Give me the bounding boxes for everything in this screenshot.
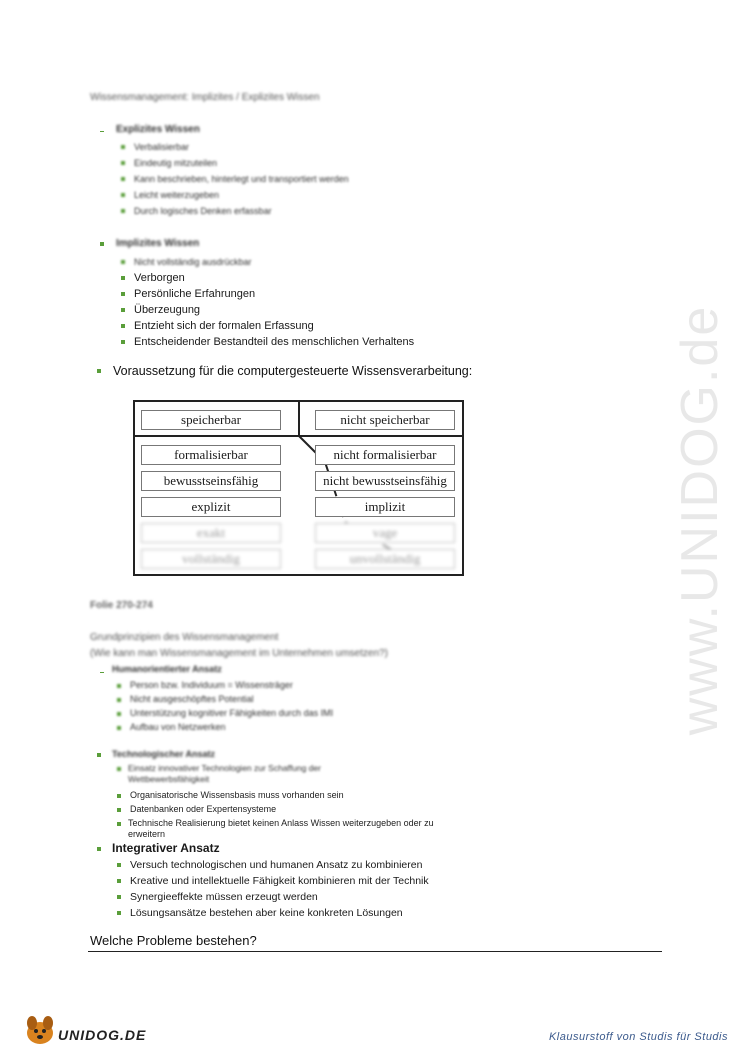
divider [88,951,662,952]
list-item: Datenbanken oder Expertensysteme [116,802,436,816]
list-item: Lösungsansätze bestehen aber keine konkreten Lösungen [116,905,496,921]
dash-marker [100,131,104,132]
storage-diagram [133,400,464,576]
slides-reference: Folie 270-274 [90,600,153,611]
implicit-heading: Implizites Wissen [116,238,200,249]
list-item: Kreative und intellektuelle Fähigkeit kombinieren mit der Technik [116,873,496,889]
list-item: Verborgen [120,270,450,286]
question-text: Welche Probleme bestehen? [90,933,257,948]
list-item: Kann beschrieben, hinterlegt und transportiert werden [120,171,450,187]
list-item: Entzieht sich der formalen Erfassung [120,318,450,334]
list-item: Nicht vollständig ausdrückbar [120,254,450,270]
human-list [116,678,416,734]
list-item: Leicht weiterzugeben [120,187,450,203]
list-item: Versuch technologischen und humanen Ansatz zu kombinieren [116,857,496,873]
list-item: Unterstützung kognitiver Fähigkeiten durch das IMI [116,706,416,720]
right-cell: implizit [315,497,455,517]
bullet-marker [97,753,101,757]
right-cell: nicht bewusstseinsfähig [315,471,455,491]
logo-text: UNIDOG.DE [58,1027,147,1043]
list-item: Durch logisches Denken erfassbar [120,203,450,219]
list-item: Verbalisierbar [120,139,450,155]
watermark: www.UNIDOG.de [671,304,729,736]
left-cell: bewusstseinsfähig [141,471,281,491]
list-item: Eindeutig mitzuteilen [120,155,450,171]
integrated-list [116,857,496,921]
list-item: Person bzw. Individuum = Wissensträger [116,678,416,692]
list-item: Entscheidender Bestandteil des menschlichen Verhaltens [120,334,450,350]
section2-subtitle: (Wie kann man Wissensmanagement im Unternehmen umsetzen?) [90,648,388,659]
left-header-cell: speicherbar [141,410,281,430]
tech-item-blurred [116,763,398,785]
bullet-marker [97,369,101,373]
section2-title: Grundprinzipien des Wissensmanagement [90,632,279,643]
list-item: Einsatz innovativer Technologien zur Schaffung der Wettbewerbsfähigkeit [128,763,321,784]
dash-marker [100,672,104,673]
prerequisite-text: Voraussetzung für die computergesteuerte Wissensverarbeitung: [113,364,473,378]
right-header-cell: nicht speicherbar [315,410,455,430]
bullet-marker [97,847,101,851]
list-item: Persönliche Erfahrungen [120,286,450,302]
bullet-marker [117,822,121,826]
dog-logo-icon [22,1013,58,1047]
tech-list [116,788,436,816]
implicit-list [120,254,450,350]
list-item: Aufbau von Netzwerken [116,720,416,734]
bullet-marker [117,767,121,771]
explicit-list [120,139,450,219]
section-title: Wissensmanagement: Implizites / Explizites Wissen [90,92,320,103]
human-heading: Humanorientierter Ansatz [112,664,222,674]
list-item: Überzeugung [120,302,450,318]
tech-item-wrapped [116,818,458,840]
right-cell: nicht formalisierbar [315,445,455,465]
footer-tagline: Klausurstoff von Studis für Studis [548,1031,728,1043]
left-cell: explizit [141,497,281,517]
tech-heading: Technologischer Ansatz [112,749,216,759]
integrated-heading: Integrativer Ansatz [112,841,220,855]
left-cell: formalisierbar [141,445,281,465]
explicit-heading: Explizites Wissen [116,124,200,135]
blur-overlay [135,518,462,574]
bullet-marker [100,242,104,246]
list-item: Nicht ausgeschöpftes Potential [116,692,416,706]
list-item: Technische Realisierung bietet keinen Anlass Wissen weiterzugeben oder zu erweitern [128,818,434,839]
list-item: Synergieeffekte müssen erzeugt werden [116,889,496,905]
list-item: Organisatorische Wissensbasis muss vorhanden sein [116,788,436,802]
